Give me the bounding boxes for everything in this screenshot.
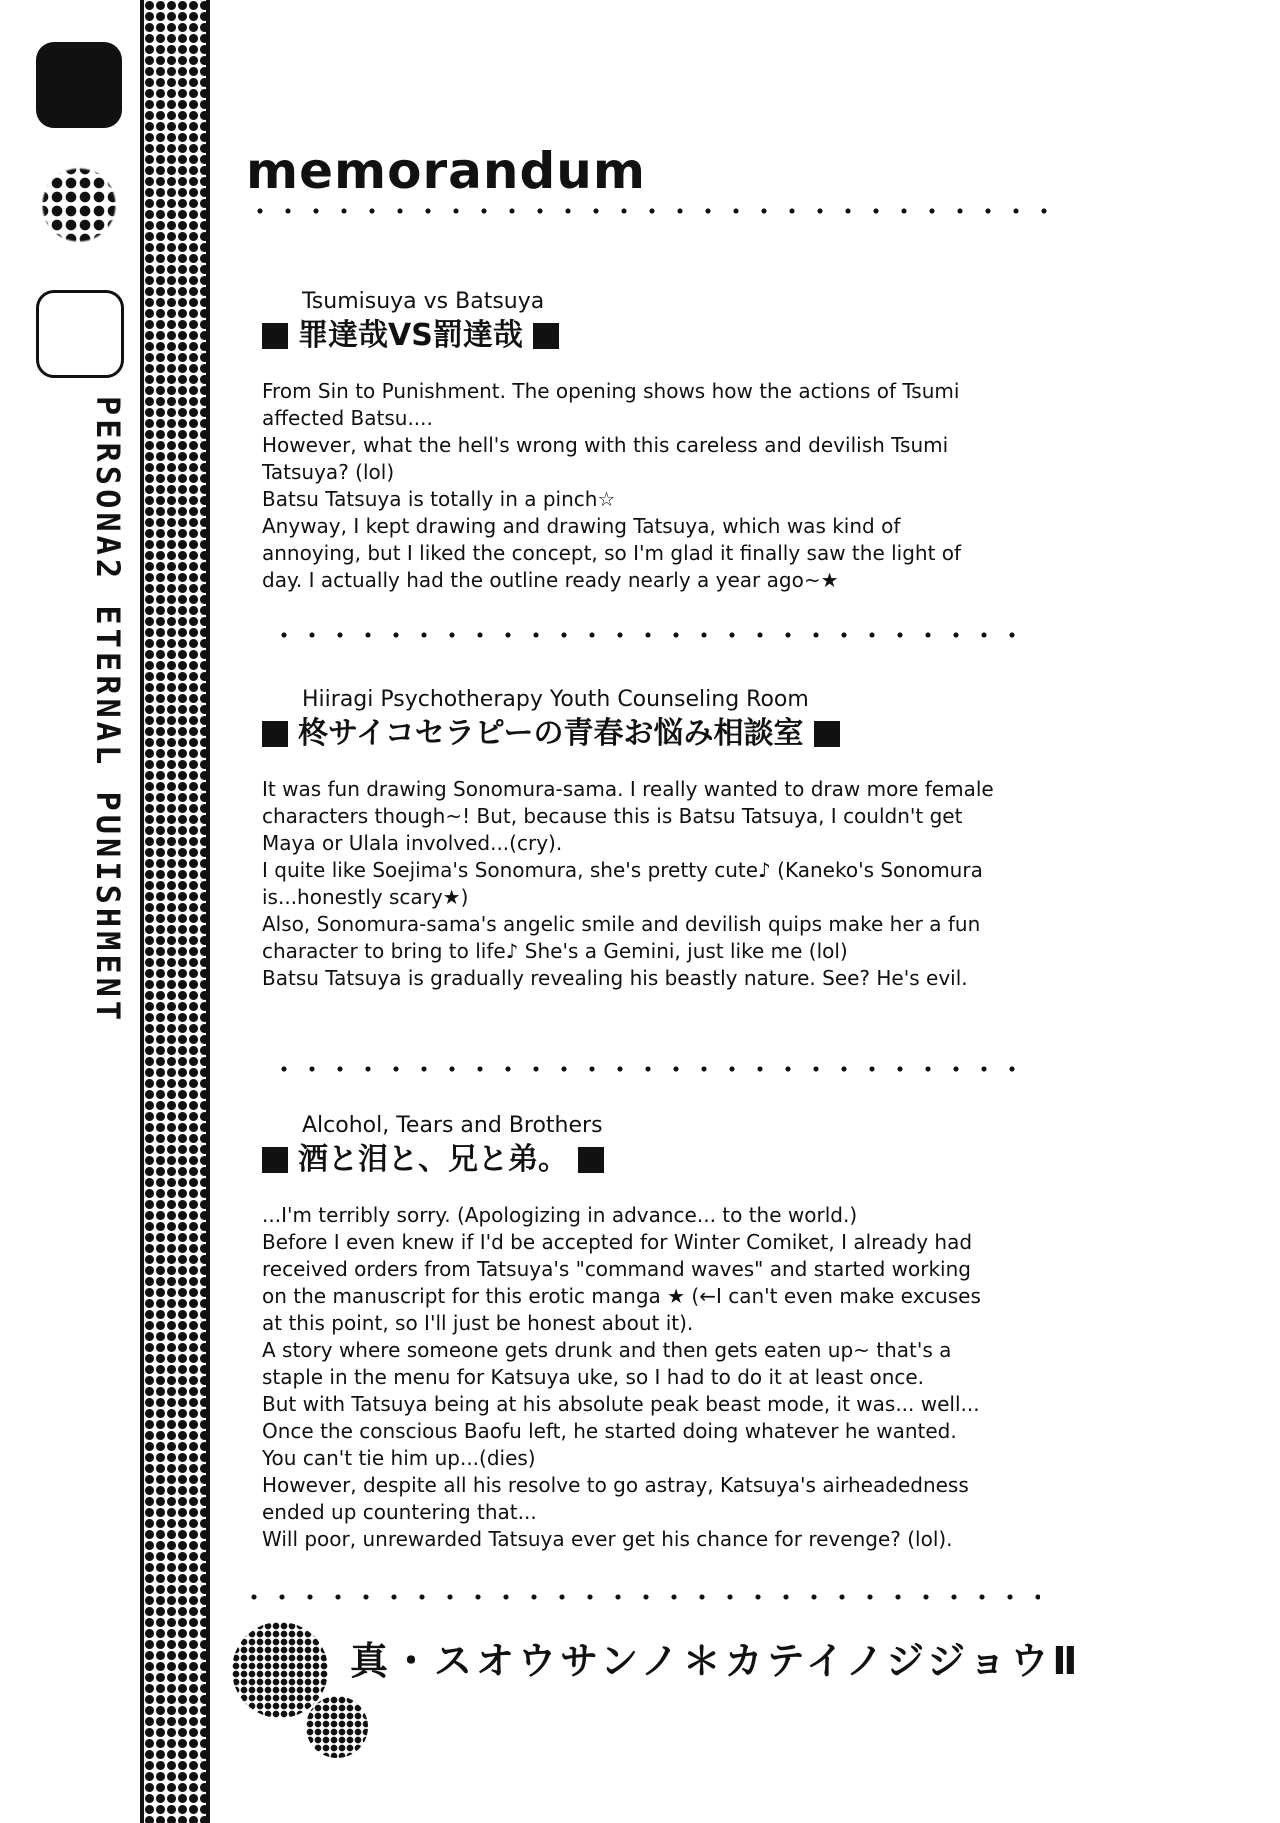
body-line: Also, Sonomura-sama's angelic smile and devilish quips make her a fun <box>262 912 981 936</box>
section-subtitle-en: Hiiragi Psychotherapy Youth Counseling Room <box>302 687 809 712</box>
section-heading <box>262 714 1062 754</box>
memo-section-2 <box>262 686 1062 992</box>
body-line: Once the conscious Baofu left, he started doing whatever he wanted. <box>262 1419 957 1443</box>
body-line: on the manuscript for this erotic manga ★ (←I can't even make excuses <box>262 1284 981 1308</box>
section-heading <box>262 1140 1062 1180</box>
memo-section-1 <box>262 288 1062 594</box>
section-divider <box>270 632 1030 638</box>
body-line: From Sin to Punishment. The opening shows how the actions of Tsumi <box>262 379 960 403</box>
black-square-bullet <box>814 721 840 747</box>
body-line: Batsu Tatsuya is gradually revealing his beastly nature. See? He's evil. <box>262 966 968 990</box>
body-line: Maya or Ulala involved...(cry). <box>262 831 563 855</box>
flower-icon <box>306 1696 368 1758</box>
title-dot-rule <box>246 208 1066 214</box>
body-line: Before I even knew if I'd be accepted for Winter Comiket, I already had <box>262 1230 973 1254</box>
body-line: Batsu Tatsuya is totally in a pinch☆ <box>262 487 616 511</box>
page-title: memorandum <box>246 142 646 200</box>
body-line: characters though~! But, because this is Batsu Tatsuya, I couldn't get <box>262 804 963 828</box>
vertical-series-title: PERSONA2 ETERNAL PUNISHMENT <box>89 396 127 1025</box>
section-body <box>262 378 1062 594</box>
body-line: Will poor, unrewarded Tatsuya ever get his chance for revenge? (lol). <box>262 1527 953 1551</box>
body-line: But with Tatsuya being at his absolute peak beast mode, it was... well... <box>262 1392 980 1416</box>
body-line: character to bring to life♪ She's a Gemini, just like me (lol) <box>262 939 848 963</box>
body-line: You can't tie him up...(dies) <box>262 1446 536 1470</box>
body-line: affected Batsu.... <box>262 406 433 430</box>
section-divider <box>270 1066 1030 1072</box>
body-line: However, despite all his resolve to go astray, Katsuya's airheadedness <box>262 1473 969 1497</box>
outline-square-ornament <box>36 290 124 378</box>
section-heading-jp: 罪達哉VS罰達哉 <box>298 318 523 353</box>
section-body <box>262 1202 1062 1553</box>
black-square-bullet <box>578 1147 604 1173</box>
memo-section-3 <box>262 1112 1062 1553</box>
body-line: is...honestly scary★) <box>262 885 469 909</box>
polka-dot-border-strip <box>140 0 210 1823</box>
black-square-bullet <box>262 323 288 349</box>
body-line: at this point, so I'll just be honest about it). <box>262 1311 694 1335</box>
black-square-bullet <box>533 323 559 349</box>
body-line: Anyway, I kept drawing and drawing Tatsuya, which was kind of <box>262 514 901 538</box>
body-line: I quite like Soejima's Sonomura, she's pretty cute♪ (Kaneko's Sonomura <box>262 858 983 882</box>
black-square-bullet <box>262 721 288 747</box>
body-line: However, what the hell's wrong with this careless and devilish Tsumi <box>262 433 949 457</box>
body-line: staple in the menu for Katsuya uke, so I had to do it at least once. <box>262 1365 925 1389</box>
body-line: received orders from Tatsuya's "command waves" and started working <box>262 1257 971 1281</box>
section-subtitle-en: Alcohol, Tears and Brothers <box>302 1113 603 1138</box>
section-heading-jp: 柊サイコセラピーの青春お悩み相談室 <box>298 716 804 751</box>
body-line: A story where someone gets drunk and then gets eaten up~ that's a <box>262 1338 952 1362</box>
section-heading <box>262 316 1062 356</box>
dotted-square-ornament <box>36 162 122 248</box>
body-line: day. I actually had the outline ready nearly a year ago~★ <box>262 568 839 592</box>
dotted-flower-decoration <box>232 1612 352 1772</box>
section-heading-jp: 酒と泪と、兄と弟。 <box>298 1142 568 1177</box>
solid-square-ornament <box>36 42 122 128</box>
body-line: Tatsuya? (lol) <box>262 460 395 484</box>
body-line: It was fun drawing Sonomura-sama. I really wanted to draw more female <box>262 777 994 801</box>
footer-dot-rule <box>240 1594 1040 1600</box>
body-line: annoying, but I liked the concept, so I'm glad it finally saw the light of <box>262 541 962 565</box>
flower-icon <box>232 1622 328 1718</box>
footer-title-jp: 真・スオウサンノ＊カテイノジジョウⅡ <box>350 1639 1082 1683</box>
body-line: ended up countering that... <box>262 1500 537 1524</box>
black-square-bullet <box>262 1147 288 1173</box>
body-line: ...I'm terribly sorry. (Apologizing in advance... to the world.) <box>262 1203 858 1227</box>
section-subtitle-en: Tsumisuya vs Batsuya <box>302 289 545 314</box>
section-body <box>262 776 1062 992</box>
